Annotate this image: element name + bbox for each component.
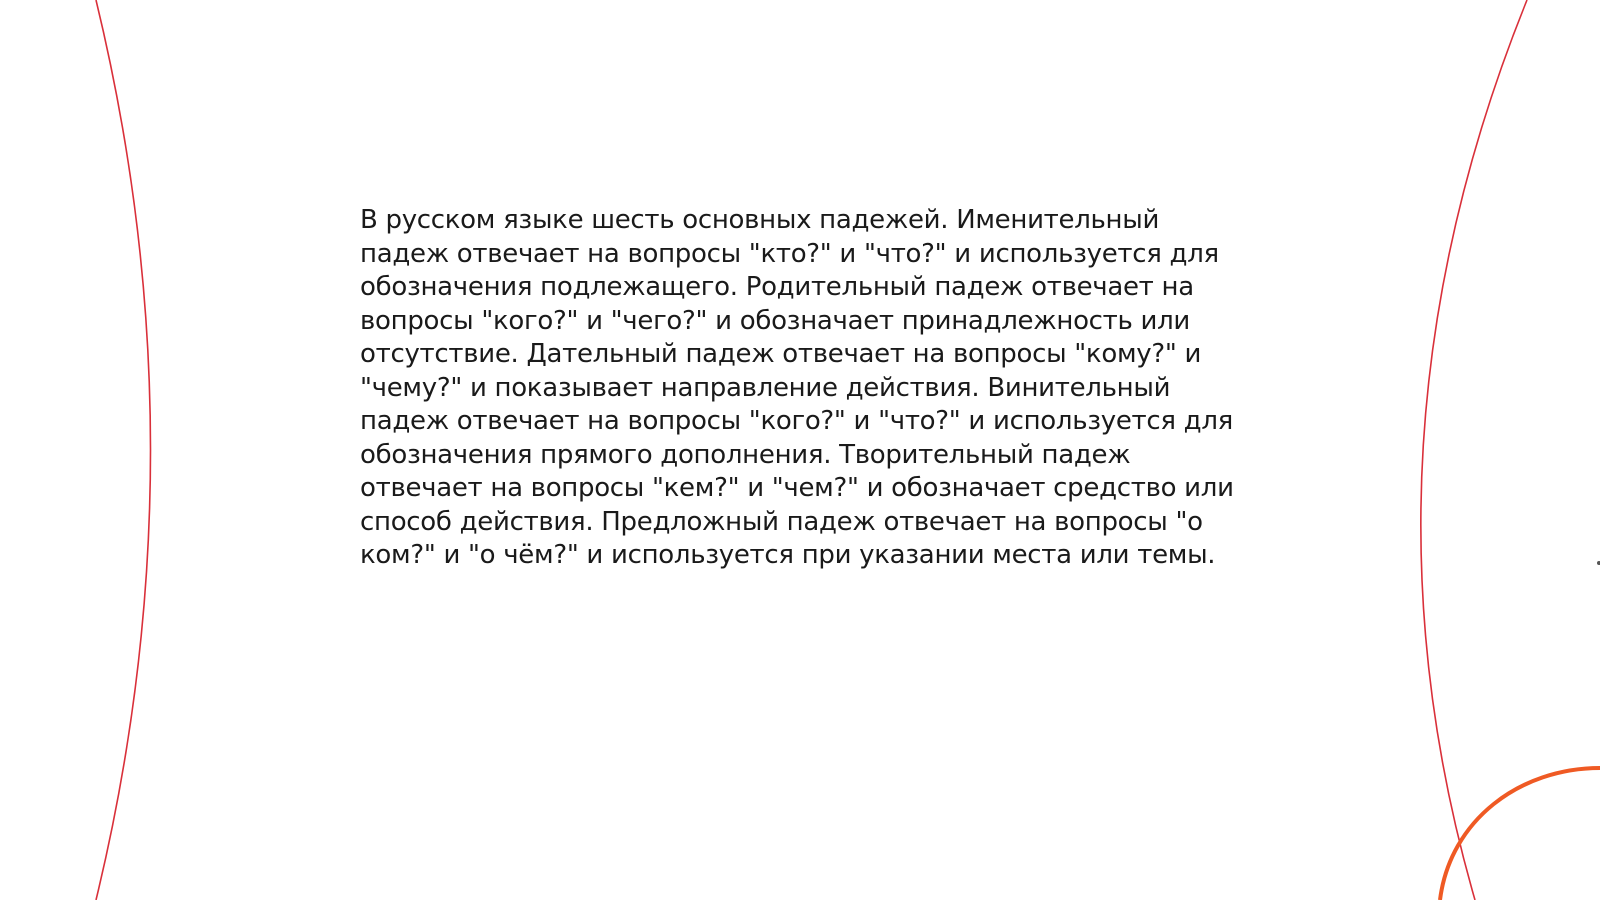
left-curve-line — [96, 0, 151, 900]
right-curve-line — [1421, 0, 1527, 900]
main-paragraph: В русском языке шесть основных падежей. Именительный падеж отвечает на вопросы "кто?" и "что?" и используется для обозначения подлежащего. Родительный падеж отвечает на вопросы "кого?" и "чего?" и обозначает принадлежность или отсутствие. Дательный падеж отвечает на вопросы "кому?" и "чему?" и показывает направление действия. Винительный падеж отвечает на вопросы "кого?" и "что?" и используется для обозначения прямого дополнения. Творительный падеж отвечает на вопросы "кем?" и "чем?" и обозначает средство или способ действия. Предложный падеж отвечает на вопросы "о ком?" и "о чём?" и используется при указании места или темы. — [360, 205, 1234, 570]
accent-arc — [1440, 768, 1600, 900]
